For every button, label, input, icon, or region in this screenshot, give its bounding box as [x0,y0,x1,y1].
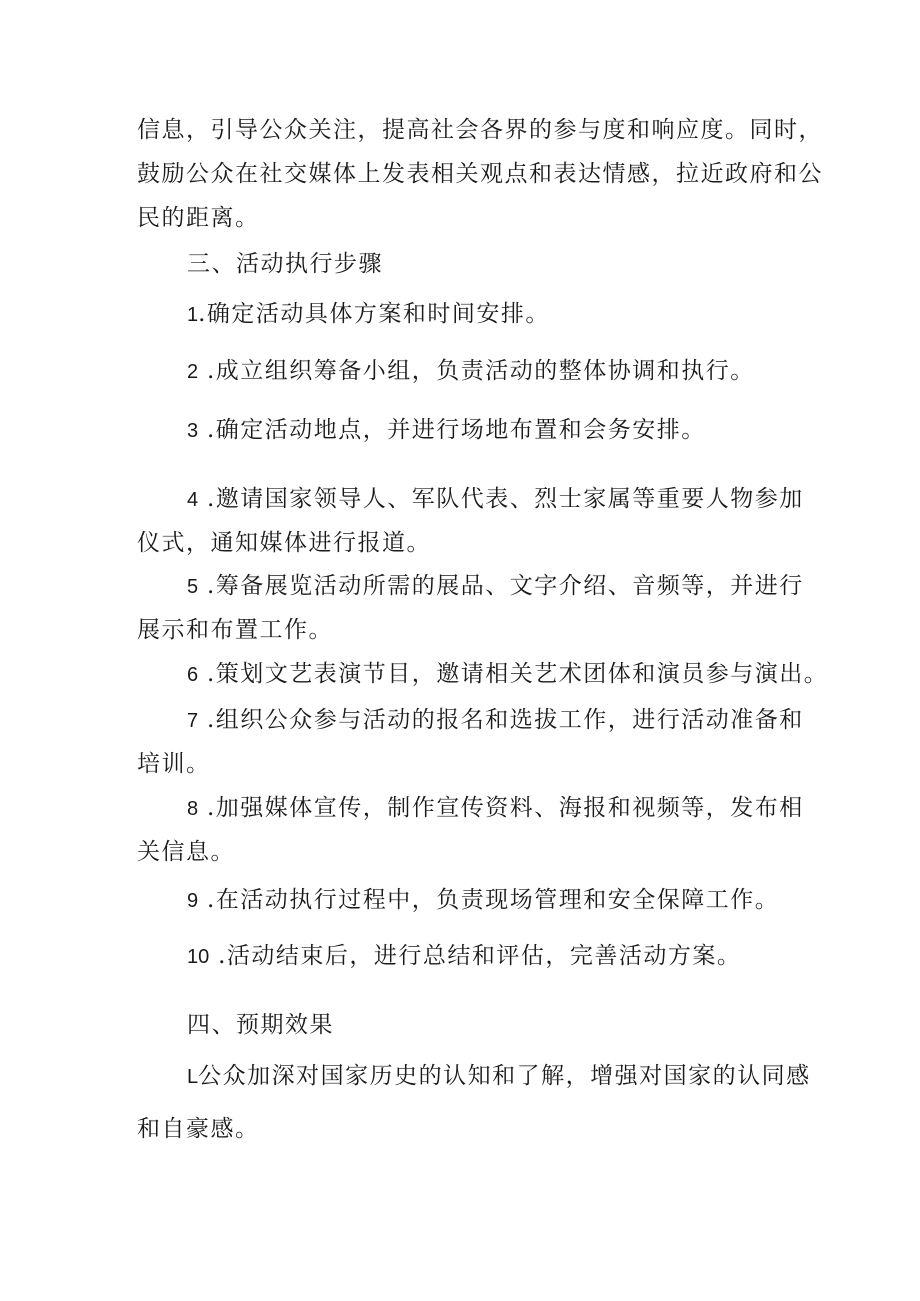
list-item-1 [187,299,550,330]
item-text: .邀请国家领导人、军队代表、烈士家属等重要人物参加 [206,486,804,512]
list-item-5 [187,571,804,602]
list-item-8 [187,793,804,824]
item-text: .成立组织筹备小组，负责活动的整体协调和执行。 [206,358,755,384]
list-item-6 [187,659,828,690]
item-number: 4 [187,489,199,511]
list-item-4-continuation: 仪式，通知媒体进行报道。 [137,530,431,556]
item-text: .活动结束后，进行总结和评估，完善活动方案。 [218,943,742,969]
item-text: .组织公众参与活动的报名和选拔工作，进行活动准备和 [206,707,804,733]
item-number: 7 [187,710,199,732]
list-item-4 [187,484,804,515]
list-item-7 [187,705,804,736]
intro-line-2: 鼓励公众在社交媒体上发表相关观点和表达情感，拉近政府和公 [137,161,823,187]
list-item-9 [187,885,779,916]
item-text: .确定活动地点，并进行场地布置和会务安排。 [206,417,706,443]
list-item-effect-1-continuation: 和自豪感。 [137,1116,260,1142]
section-heading-3: 三、活动执行步骤 [187,251,383,277]
item-number: 9 [187,890,199,912]
item-number: 8 [187,798,199,820]
list-item-10 [187,941,741,972]
item-text: .策划文艺表演节目，邀请相关艺术团体和演员参与演出。 [206,661,829,687]
item-number: 6 [187,664,199,686]
intro-line-1: 信息，引导公众关注，提高社会各界的参与度和响应度。同时， [137,117,823,143]
item-text: .筹备展览活动所需的展品、文字介绍、音频等，并进行 [206,573,804,599]
item-text: 公众加深对国家历史的认知和了解，增强对国家的认同感 [198,1063,811,1089]
list-item-effect-1 [187,1061,811,1092]
item-number: 2 [187,361,199,383]
item-number: L [187,1066,199,1088]
list-item-2 [187,356,755,387]
list-item-5-continuation: 展示和布置工作。 [137,617,333,643]
list-item-3 [187,415,706,446]
intro-line-3: 民的距离。 [137,205,260,231]
item-text: .加强媒体宣传，制作宣传资料、海报和视频等，发布相 [206,795,804,821]
item-text: .在活动执行过程中，负责现场管理和安全保障工作。 [206,887,780,913]
item-text: .确定活动具体方案和时间安排。 [198,301,550,327]
list-item-7-continuation: 培训。 [137,751,211,777]
item-number: 5 [187,576,199,598]
item-number: 3 [187,420,199,442]
list-item-8-continuation: 关信息。 [137,839,235,865]
item-number: 10 [187,946,210,968]
section-heading-4: 四、预期效果 [187,1012,334,1038]
item-number: 1 [187,304,199,326]
